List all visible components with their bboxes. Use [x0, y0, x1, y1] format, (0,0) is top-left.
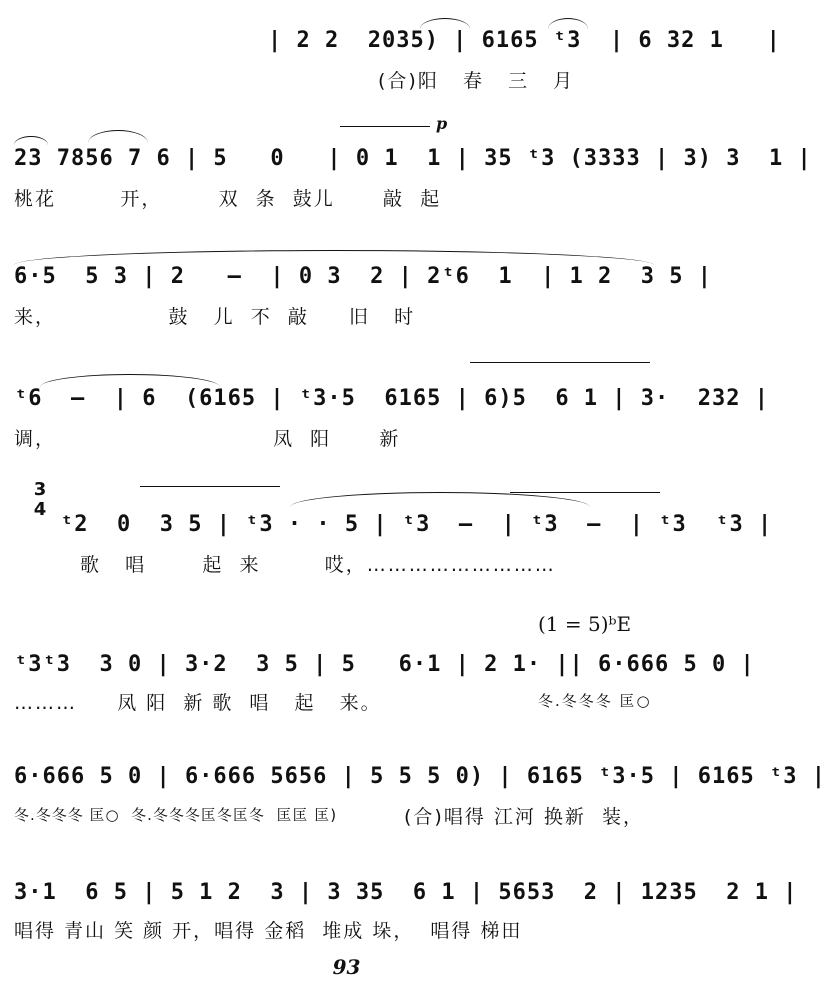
slur	[14, 136, 48, 145]
slur	[420, 18, 470, 29]
hairpin	[140, 486, 280, 487]
dynamic-marking: p	[436, 114, 448, 133]
lyrics-line: (合)唱得 江河 换新 装，	[404, 806, 644, 828]
slur	[290, 492, 590, 507]
system-3	[0, 246, 713, 336]
time-signature-top: 3	[33, 479, 47, 500]
system-6	[0, 612, 755, 714]
slur	[548, 18, 588, 29]
lyrics-line: 桃花 开， 双 条 鼓儿 敲 起	[14, 188, 442, 210]
lyrics-line: 唱得 青山 笑 颜 开，唱得 金稻 堆成 垛， 唱得 梯田	[14, 920, 523, 942]
notes-line: 3·1 6 5 | 5 1 2 3 | 3 35 6 1 | 5653 2 | 1235 2 1 |	[14, 880, 798, 905]
lyrics-line: (合)阳 春 三 月	[378, 70, 575, 92]
system-5	[0, 479, 773, 580]
system-2	[0, 114, 812, 218]
time-signature	[30, 480, 50, 520]
lyrics-line: 调， 凤 阳 新	[14, 428, 401, 450]
notes-line: ᵗ2 0 3 5 | ᵗ3 · · 5 | ᵗ3 — | ᵗ3 — | ᵗ3 ᵗ3 |	[60, 512, 773, 537]
time-signature-bottom: 4	[33, 499, 47, 520]
system-4	[0, 368, 769, 458]
key-change: (1 = 5)ᵇE	[538, 612, 632, 636]
hairpin	[340, 126, 430, 127]
notes-line: ᵗ3ᵗ3 3 0 | 3·2 3 5 | 5 6·1 | 2 1· || 6·666 5 0 |	[14, 652, 755, 677]
percussion-line: 冬.冬冬冬 匡○ 冬.冬冬冬匡冬匡冬 匡匡 匡)	[14, 806, 338, 824]
page-number: 93	[332, 955, 361, 979]
lyrics-line: ……… 凤 阳 新 歌 唱 起 来。	[14, 692, 382, 714]
system-7	[0, 740, 826, 840]
notes-line: ᵗ6 — | 6 (6165 | ᵗ3·5 6165 | 6)5 6 1 | 3· 232 |	[14, 386, 769, 411]
slur	[40, 374, 220, 387]
hairpin	[470, 362, 650, 363]
system-8	[0, 866, 798, 956]
notes-line: 6·666 5 0 | 6·666 5656 | 5 5 5 0) | 6165 ᵗ3·5 | 6165 ᵗ3 |	[14, 764, 826, 789]
notes-line: 23 7856 7 6 | 5 0 | 0 1 1 | 35 ᵗ3 (3333 | 3) 3 1 |	[14, 146, 812, 171]
notes-line: | 2 2 2035) | 6165 ᵗ3 | 6 32 1 |	[268, 28, 781, 53]
system-1	[0, 10, 781, 92]
percussion-line: 冬.冬冬冬 匡○	[538, 692, 652, 710]
lyrics-line: 来， 鼓 儿 不 敲 旧 时	[14, 306, 416, 328]
notes-line: 6·5 5 3 | 2 — | 0 3 2 | 2ᵗ6 1 | 1 2 3 5 |	[14, 264, 713, 289]
slur	[14, 250, 654, 265]
lyrics-line: 歌 唱 起 来 哎，………………………	[80, 554, 556, 576]
hairpin	[510, 492, 660, 493]
slur	[88, 130, 148, 143]
